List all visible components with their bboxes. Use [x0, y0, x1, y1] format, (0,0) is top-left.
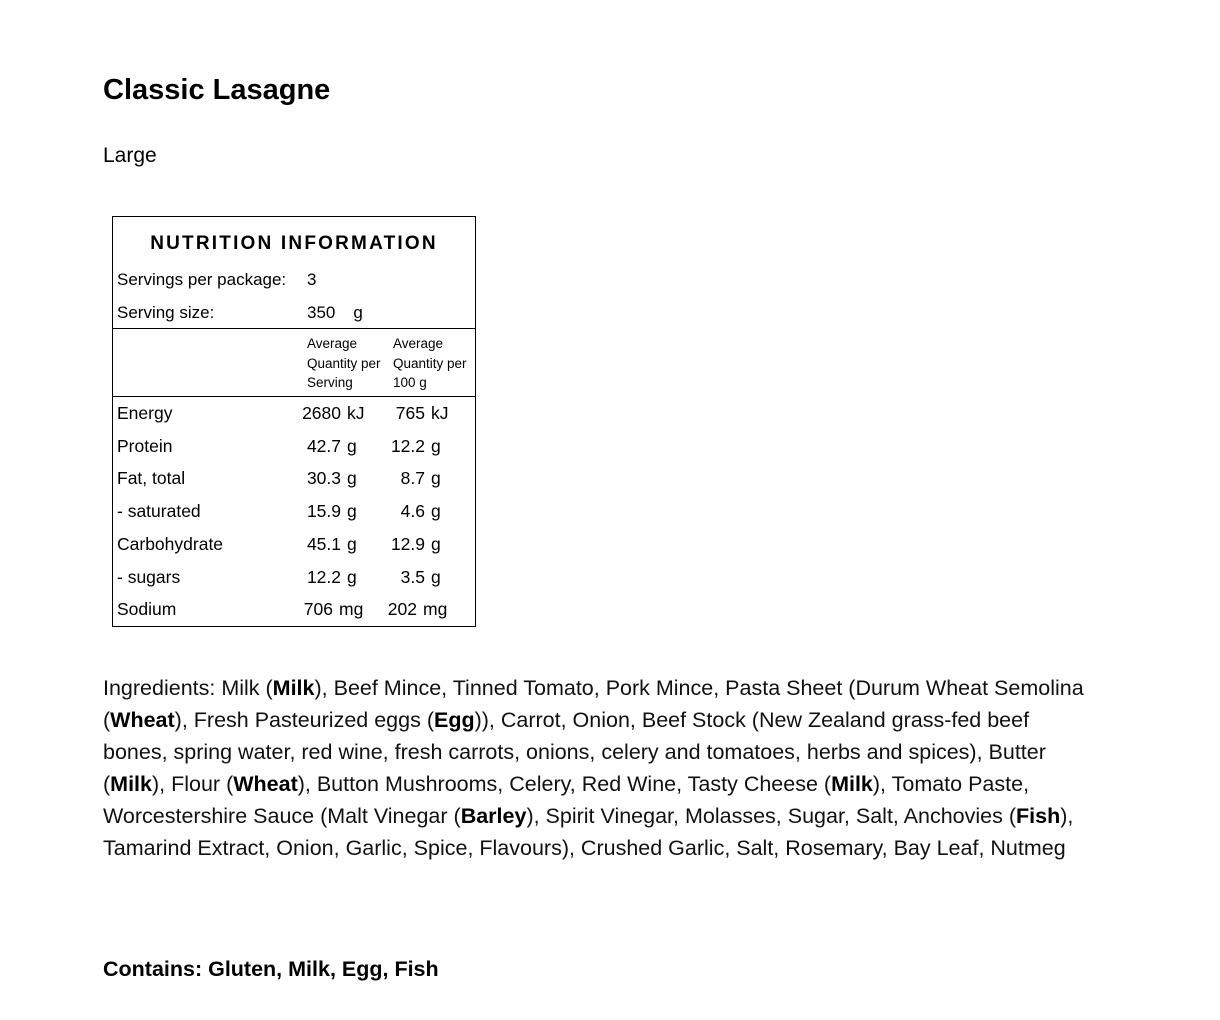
per-serving-value: 12.2 g: [306, 566, 357, 587]
nutrition-row-fat-total: [113, 462, 475, 494]
column-header-per-serving: [307, 334, 397, 393]
allergen-highlight: Egg: [433, 708, 475, 732]
ingredients-segment: ), Fresh Pasteurized eggs (: [174, 708, 434, 732]
per-100g-value: 765 kJ: [395, 403, 449, 423]
ingredients-list: [103, 672, 1088, 864]
column-header-line: Average: [307, 336, 358, 351]
allergen-highlight: Milk: [272, 676, 315, 700]
per-serving-value: 42.7 g: [306, 435, 357, 456]
servings-value: 3: [307, 270, 317, 289]
serving-size-label: Serving size:: [117, 303, 215, 322]
serving-size-value: 350: [307, 303, 336, 322]
allergen-highlight: Barley: [460, 804, 527, 828]
nutrient-name: - sugars: [117, 566, 181, 587]
per-100g-value: 12.2 g: [390, 435, 441, 456]
per-serving-value: 706 mg: [303, 599, 364, 620]
per-serving-value: 30.3 g: [306, 468, 357, 489]
per-100g-value: 12.9 g: [390, 533, 441, 554]
nutrition-row-saturated: [113, 495, 475, 527]
per-serving-value: 2680 kJ: [302, 403, 365, 423]
ingredients-segment: )), Carrot, Onion, Beef Stock (New Zealand grass-fed beef bones, spring water, red wine, fresh carrots, onions, celery and tomatoes, herbs and spices), Butter (: [103, 708, 1046, 796]
allergen-highlight: Wheat: [233, 772, 298, 796]
column-header-line: 100 g: [393, 375, 427, 390]
nutrient-name: Energy: [117, 403, 173, 423]
servings-label: Servings per package:: [117, 270, 287, 289]
ingredients-segment: ), Spirit Vinegar, Molasses, Sugar, Salt, Anchovies (: [526, 804, 1017, 828]
per-100g-value: 3.5 g: [400, 566, 441, 587]
allergen-contains-statement: Contains: Gluten, Milk, Egg, Fish: [103, 957, 439, 981]
allergen-highlight: Fish: [1016, 804, 1061, 828]
nutrition-panel: [112, 216, 476, 627]
nutrient-name: Carbohydrate: [117, 533, 224, 554]
ingredients-segment: ), Beef Mince, Tinned Tomato, Pork Mince, Pasta Sheet (Durum Wheat Semolina (: [103, 676, 1084, 732]
column-header-line: Quantity per: [393, 355, 467, 371]
nutrition-row-sodium: [113, 593, 475, 625]
ingredients-segment: ), Tamarind Extract, Onion, Garlic, Spice, Flavours), Crushed Garlic, Salt, Rosemary, Bay Leaf, Nutmeg: [103, 804, 1074, 860]
nutrition-heading: NUTRITION INFORMATION: [150, 233, 438, 254]
ingredients-segment: Ingredients: Milk (: [103, 676, 273, 700]
per-100g-value: 8.7 g: [400, 468, 441, 489]
ingredients-segment: ), Flour (: [152, 772, 234, 796]
servings-per-package-row: [117, 270, 316, 290]
ingredients-segment: ), Button Mushrooms, Celery, Red Wine, Tasty Cheese (: [297, 772, 832, 796]
serving-size-row: [117, 303, 363, 323]
nutrition-row-energy: [113, 397, 475, 429]
column-header-line: Average: [393, 336, 444, 351]
nutrition-row-sugars: [113, 561, 475, 593]
allergen-highlight: Wheat: [110, 708, 175, 732]
ingredients-segment: ), Tomato Paste, Worcestershire Sauce (Malt Vinegar (: [103, 772, 1030, 828]
allergen-highlight: Milk: [831, 772, 873, 796]
per-serving-value: 45.1 g: [306, 533, 357, 554]
product-variant: Large: [103, 144, 157, 167]
nutrition-rows: [113, 397, 475, 626]
nutrition-row-carbohydrate: [113, 528, 475, 560]
nutrient-name: - saturated: [117, 501, 201, 522]
nutrition-column-headers: [113, 329, 475, 397]
column-header-per-100g: [393, 334, 483, 393]
column-header-line: Quantity per: [307, 355, 381, 371]
nutrition-panel-header: [113, 217, 475, 329]
column-header-line: Serving: [307, 375, 353, 390]
per-serving-value: 15.9 g: [306, 501, 357, 522]
nutrient-name: Fat, total: [117, 468, 186, 489]
product-title: Classic Lasagne: [103, 74, 331, 106]
nutrient-name: Protein: [117, 435, 173, 456]
nutrition-row-protein: [113, 430, 475, 462]
nutrient-name: Sodium: [117, 599, 177, 620]
per-100g-value: 4.6 g: [400, 501, 441, 522]
per-100g-value: 202 mg: [387, 599, 448, 620]
allergen-highlight: Milk: [110, 772, 152, 796]
serving-size-unit: g: [353, 303, 363, 322]
